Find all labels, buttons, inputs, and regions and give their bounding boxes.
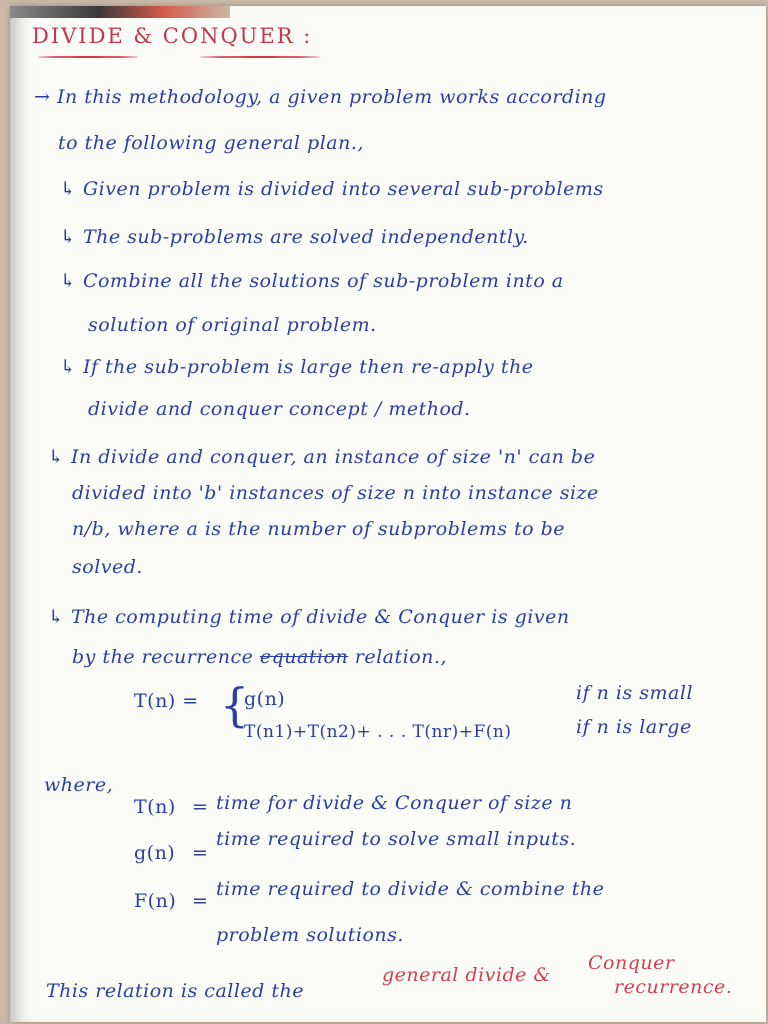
recurrence-lhs: T(n) = [134,690,199,712]
computing-text: relation., [354,646,447,668]
plan-item: solution of original problem. [88,314,377,336]
closing-highlight: recurrence. [614,976,733,998]
definition-text: time for divide & Conquer of size n [216,792,573,814]
definition-equals: = [192,842,209,864]
instance-paragraph: ↳ In divide and conquer, an instance of size 'n' can be [48,446,596,468]
computing-text: by the recurrence [72,646,254,668]
definition-symbol: T(n) [134,796,176,818]
page-title: DIVIDE & CONQUER : [32,24,313,48]
recurrence-condition: if n is small [576,682,694,704]
closing-highlight: general divide & [382,964,551,986]
title-underline [200,56,320,58]
intro-line: to the following general plan., [58,132,364,154]
brace-symbol: { [220,678,250,732]
instance-paragraph: n/b, where a is the number of subproblems to be [72,518,566,540]
struck-word: equation [259,646,349,668]
recurrence-case: T(n1)+T(n2)+ . . . T(nr)+F(n) [244,722,512,742]
where-label: where, [44,774,114,796]
closing-highlight: Conquer [588,952,675,974]
title-underline [38,56,138,58]
instance-paragraph: divided into 'b' instances of size n into instance size [72,482,599,504]
definition-equals: = [192,796,209,818]
plan-item: ↳ Given problem is divided into several sub-problems [60,178,604,200]
recurrence-case: g(n) [244,688,286,710]
intro-line: → In this methodology, a given problem works according [34,86,607,108]
computing-paragraph: ↳ The computing time of divide & Conquer is given [48,606,570,628]
plan-item: ↳ Combine all the solutions of sub-problem into a [60,270,564,292]
plan-item: ↳ The sub-problems are solved independently. [60,226,529,248]
page-corner-decoration [10,6,230,18]
definition-equals: = [192,890,209,912]
instance-paragraph: solved. [72,556,143,578]
notebook-page [10,6,766,1022]
definition-text: time required to divide & combine the [216,878,605,900]
computing-paragraph [72,646,447,668]
recurrence-condition: if n is large [576,716,692,738]
definition-text: problem solutions. [216,924,404,946]
closing-text: This relation is called the [46,980,304,1002]
definition-text: time required to solve small inputs. [216,828,577,850]
plan-item: divide and conquer concept / method. [88,398,471,420]
plan-item: ↳ If the sub-problem is large then re-apply the [60,356,534,378]
definition-symbol: F(n) [134,890,177,912]
definition-symbol: g(n) [134,842,176,864]
